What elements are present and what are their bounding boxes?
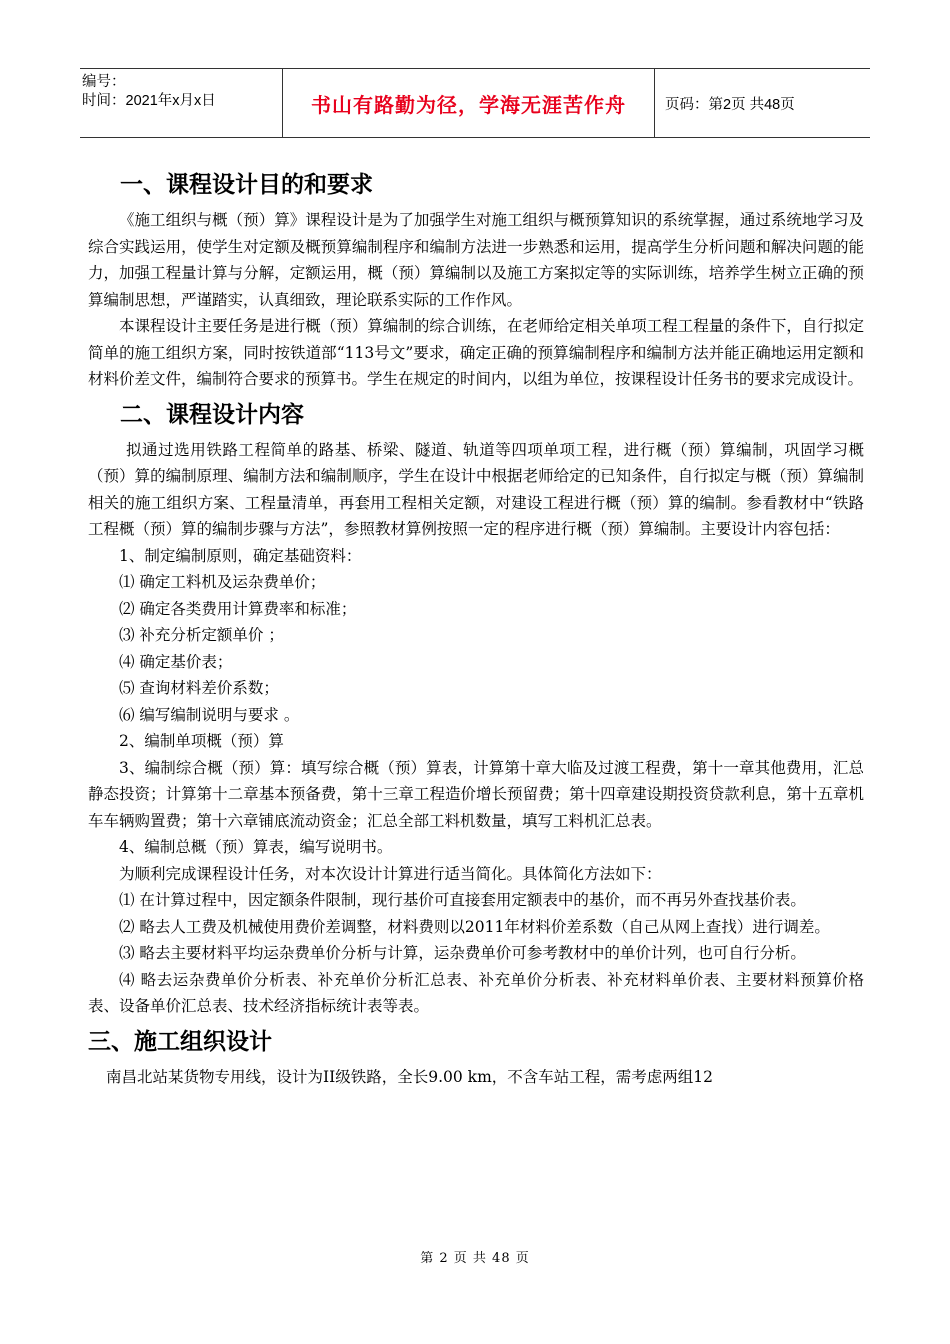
page-footer: 第 2 页 共 48 页 (420, 1251, 530, 1266)
list-item: ⑴ 确定工料机及运杂费单价； (119, 573, 326, 591)
section-2-heading: 二、课程设计内容 (120, 401, 304, 428)
paragraph: 《施工组织与概（预）算》课程设计是为了加强学生对施工组织与概预算知识的系统掌握，通过系统地学习及综合实践运用，使学生对定额及概预算编制程序和编制方法进一步熟悉和运用，提高学生分析问题和解决问题的能力，加强工程量计算与分解，定额运用，概（预）算编制以及施工方案拟定等的实际训练，培养学生树立正确的预算编制思想，严谨踏实，认真细致，理论联系实际的工作作风。 (88, 211, 864, 309)
paragraph: 本课程设计主要任务是进行概（预）算编制的综合训练，在老师给定相关单项工程工程量的条件下，自行拟定简单的施工组织方案，同时按铁道部“113号文”要求，确定正确的预算编制程序和编制方法并能正确地运用定额和材料价差文件，编制符合要求的预算书。学生在规定的时间内，以组为单位，按课程设计任务书的要求完成设计。 (88, 317, 864, 388)
list-item: 4、编制总概（预）算表，编写说明书。 (119, 838, 393, 856)
list-item: ⑵ 略去人工费及机械使用费价差调整，材料费则以2011年材料价差系数（自己从网上查找）进行调差。 (119, 917, 830, 936)
document-body (88, 163, 864, 1090)
header-motto: 书山有路勤为径，学海无涯苦作舟 (311, 92, 626, 117)
doc-number-label: 编号： (82, 74, 126, 90)
section-3-heading: 三、施工组织设计 (88, 1028, 272, 1055)
list-item: ⑴ 在计算过程中，因定额条件限制，现行基价可直接套用定额表中的基价，而不再另外查找基价表。 (119, 891, 806, 909)
paragraph: 拟通过选用铁路工程简单的路基、桥梁、隧道、轨道等四项单项工程，进行概（预）算编制，巩固学习概（预）算的编制原理、编制方法和编制顺序，学生在设计中根据老师给定的已知条件，自行拟定与概（预）算编制相关的施工组织方案、工程量清单，再套用工程相关定额，对建设工程进行概（预）算的编制。参看教材中“铁路工程概（预）算的编制步骤与方法”，参照教材算例按照一定的程序进行概（预）算编制。主要设计内容包括： (88, 440, 864, 538)
page-header-table (80, 68, 870, 138)
page-number-info: 页码：第2页 共48页 (665, 96, 795, 113)
list-item: ⑷ 略去运杂费单价分析表、补充单价分析汇总表、补充单价分析表、补充材料单价表、主要材料预算价格表、设备单价汇总表、技术经济指标统计表等表。 (88, 970, 864, 1015)
list-item: ⑸ 查询材料差价系数； (119, 679, 279, 697)
paragraph: 为顺利完成课程设计任务，对本次设计计算进行适当简化。具体简化方法如下： (119, 864, 662, 883)
list-item: ⑵ 确定各类费用计算费率和标准； (119, 599, 357, 618)
list-item: ⑹ 编写编制说明与要求 。 (119, 705, 300, 724)
header-left-cell (80, 69, 283, 137)
list-item: 1、制定编制原则，确定基础资料： (119, 546, 362, 565)
paragraph: 南昌北站某货物专用线，设计为II级铁路，全长9.00 km，不含车站工程，需考虑两组12 (106, 1067, 714, 1086)
list-item: ⑶ 略去主要材料平均运杂费单价分析与计算，运杂费单价可参考教材中的单价计列，也可自行分析。 (119, 944, 806, 962)
list-item: 3、编制综合概（预）算：填写综合概（预）算表，计算第十章大临及过渡工程费，第十一章其他费用，汇总静态投资；计算第十二章基本预备费，第十三章工程造价增长预留费；第十四章建设期投资贷款利息，第十五章机车车辆购置费；第十六章铺底流动资金；汇总全部工料机数量，填写工料机汇总表。 (88, 758, 864, 830)
list-item: ⑷ 确定基价表； (119, 652, 233, 671)
header-motto-cell (283, 69, 655, 137)
list-item: 2、编制单项概（预）算 (119, 732, 284, 750)
list-item: ⑶ 补充分析定额单价 ； (119, 626, 284, 644)
section-1-heading: 一、课程设计目的和要求 (120, 172, 373, 198)
date-label: 时间：2021年x月x日 (82, 93, 216, 109)
header-page-cell (655, 69, 870, 137)
